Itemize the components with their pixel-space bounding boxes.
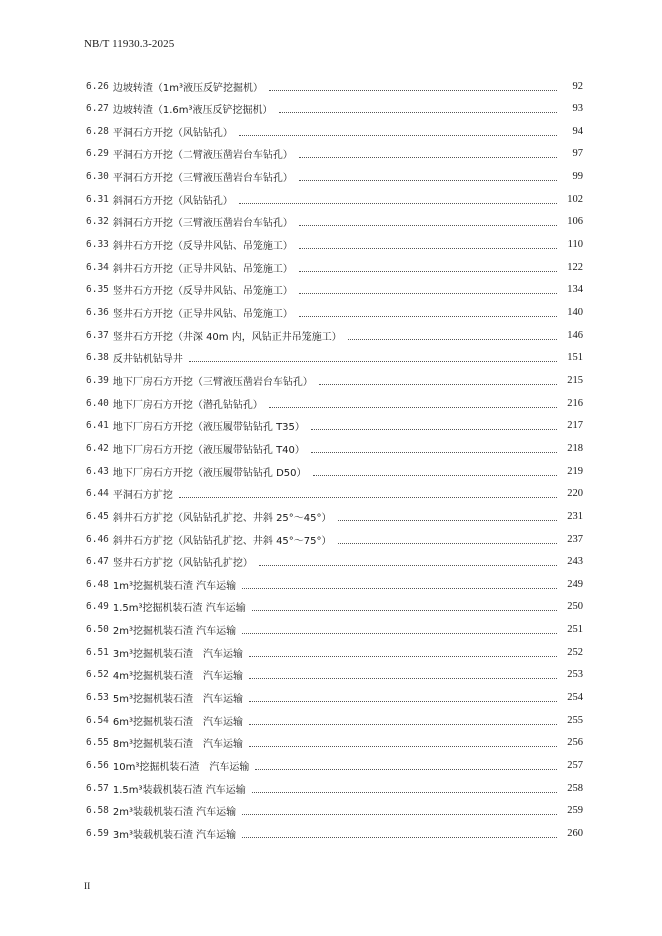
toc-entry-number: 6.28 (86, 125, 109, 137)
toc-entry-title: 斜井石方扩挖（风钻钻孔扩挖、井斜 25°～45°） (112, 512, 332, 524)
toc-entry[interactable] (86, 190, 583, 208)
toc-entry-number: 6.27 (86, 103, 109, 115)
toc-entry-number: 6.44 (86, 488, 109, 500)
toc-entry[interactable] (86, 689, 583, 707)
toc-entry-number: 6.52 (86, 669, 109, 681)
toc-entry-page: 110 (567, 239, 583, 251)
toc-dot-leader (249, 746, 557, 747)
toc-entry-number: 6.34 (86, 261, 109, 273)
toc-entry-title: 竖井石方开挖（反导井风钻、吊笼施工） (112, 286, 293, 298)
toc-entry-title: 8m³挖掘机装石渣 汽车运输 (112, 739, 244, 751)
toc-entry[interactable] (86, 168, 583, 186)
toc-entry-title: 地下厂房石方开挖（潜孔钻钻孔） (112, 399, 263, 411)
toc-entry[interactable] (86, 824, 583, 842)
toc-dot-leader (252, 792, 557, 793)
toc-entry-number: 6.42 (86, 442, 109, 454)
toc-entry-title: 平洞石方扩挖 (112, 490, 173, 502)
toc-entry-title: 6m³挖掘机装石渣 汽车运输 (112, 716, 244, 728)
toc-entry[interactable] (86, 417, 583, 435)
toc-entry-page: 218 (567, 442, 583, 454)
toc-entry-number: 6.58 (86, 805, 109, 817)
toc-entry-page: 94 (572, 125, 583, 137)
toc-entry-number: 6.38 (86, 352, 109, 364)
toc-entry-page: 250 (567, 601, 583, 613)
toc-entry-page: 215 (567, 374, 583, 386)
toc-entry-page: 259 (567, 805, 583, 817)
toc-entry[interactable] (86, 349, 583, 367)
toc-dot-leader (299, 316, 557, 317)
toc-entry[interactable] (86, 575, 583, 593)
toc-entry-number: 6.55 (86, 737, 109, 749)
toc-entry-page: 93 (572, 103, 583, 115)
toc-entry[interactable] (86, 236, 583, 254)
toc-entry[interactable] (86, 100, 583, 118)
toc-entry-title: 平洞石方开挖（二臂液压凿岩台车钻孔） (112, 150, 293, 162)
toc-dot-leader (179, 497, 557, 498)
toc-entry[interactable] (86, 507, 583, 525)
toc-entry[interactable] (86, 258, 583, 276)
toc-dot-leader (299, 248, 557, 249)
toc-entry[interactable] (86, 779, 583, 797)
toc-entry-number: 6.40 (86, 397, 109, 409)
toc-entry-number: 6.45 (86, 510, 109, 522)
toc-entry-page: 106 (567, 216, 583, 228)
toc-dot-leader (252, 610, 557, 611)
toc-entry-title: 地下厂房石方开挖（三臂液压凿岩台车钻孔） (112, 376, 313, 388)
toc-entry-number: 6.48 (86, 578, 109, 590)
toc-entry-page: 258 (567, 782, 583, 794)
toc-entry-page: 122 (567, 261, 583, 273)
toc-entry-title: 4m³挖掘机装石渣 汽车运输 (112, 671, 244, 683)
toc-entry[interactable] (86, 371, 583, 389)
toc-entry-title: 1.5m³挖掘机装石渣 汽车运输 (112, 603, 246, 615)
toc-entry-page: 237 (567, 533, 583, 545)
toc-entry-number: 6.37 (86, 329, 109, 341)
toc-entry[interactable] (86, 666, 583, 684)
toc-dot-leader (239, 135, 557, 136)
toc-entry-title: 10m³挖掘机装石渣 汽车运输 (112, 762, 250, 773)
toc-entry-page: 151 (567, 352, 583, 364)
toc-entry-title: 1m³挖掘机装石渣 汽车运输 (112, 580, 237, 592)
toc-dot-leader (239, 203, 557, 204)
toc-entry-number: 6.51 (86, 646, 109, 658)
toc-entry-page: 257 (567, 760, 583, 771)
toc-entry-page: 260 (567, 827, 583, 839)
toc-dot-leader (269, 90, 557, 91)
toc-entry-title: 平洞石方开挖（风钻钻孔） (112, 127, 233, 139)
toc-entry-title: 5m³挖掘机装石渣 汽车运输 (112, 694, 244, 706)
toc-dot-leader (311, 429, 557, 430)
toc-entry-number: 6.39 (86, 374, 109, 386)
toc-entry[interactable] (86, 213, 583, 231)
toc-dot-leader (313, 475, 558, 476)
toc-entry[interactable] (86, 621, 583, 639)
toc-entry-page: 251 (567, 624, 583, 636)
toc-dot-leader (319, 384, 557, 385)
toc-entry-number: 6.30 (86, 171, 109, 183)
toc-dot-leader (299, 271, 557, 272)
toc-entry[interactable] (86, 145, 583, 163)
toc-entry-number: 6.43 (86, 465, 109, 477)
toc-dot-leader (242, 588, 557, 589)
toc-entry-title: 竖井石方开挖（正导井风钻、吊笼施工） (112, 309, 293, 320)
toc-entry-page: 256 (567, 737, 583, 749)
toc-entry-title: 2m³装载机装石渣 汽车运输 (112, 807, 237, 819)
toc-entry-title: 斜井石方开挖（正导井风钻、吊笼施工） (112, 263, 293, 275)
toc-entry-page: 220 (567, 488, 583, 500)
toc-dot-leader (269, 407, 557, 408)
toc-dot-leader (299, 180, 557, 181)
toc-entry-page: 134 (567, 284, 583, 296)
toc-entry[interactable] (86, 598, 583, 616)
toc-entry-page: 97 (572, 148, 583, 160)
toc-dot-leader (338, 543, 557, 544)
toc-entry[interactable] (86, 757, 583, 775)
toc-entry-title: 2m³挖掘机装石渣 汽车运输 (112, 626, 237, 638)
toc-dot-leader (249, 656, 557, 657)
toc-dot-leader (299, 225, 557, 226)
toc-entry-number: 6.59 (86, 827, 109, 839)
toc-entry-number: 6.33 (86, 239, 109, 251)
toc-entry-title: 3m³装载机装石渣 汽车运输 (112, 829, 237, 841)
toc-dot-leader (255, 769, 557, 770)
toc-entry-page: 231 (567, 510, 583, 522)
toc-entry-title: 地下厂房石方开挖（液压履带钻钻孔 D50） (112, 467, 307, 479)
toc-entry-title: 斜洞石方开挖（三臂液压凿岩台车钻孔） (112, 218, 293, 230)
toc-entry[interactable] (86, 122, 583, 140)
toc-entry-page: 252 (567, 646, 583, 658)
toc-entry-number: 6.32 (86, 216, 109, 228)
toc-entry-title: 反井钻机钻导井 (112, 354, 183, 366)
toc-entry-title: 地下厂房石方开挖（液压履带钻钻孔 T35） (112, 422, 305, 434)
toc-entry-page: 253 (567, 669, 583, 681)
toc-dot-leader (242, 814, 557, 815)
toc-entry[interactable] (86, 734, 583, 752)
toc-dot-leader (249, 678, 557, 679)
toc-entry-number: 6.57 (86, 782, 109, 794)
toc-entry[interactable] (86, 711, 583, 729)
toc-entry-page: 146 (567, 329, 583, 341)
toc-entry-title: 地下厂房石方开挖（液压履带钻钻孔 T40） (112, 444, 305, 456)
toc-dot-leader (189, 361, 557, 362)
toc-entry-page: 217 (567, 420, 583, 432)
toc-entry-title: 竖井石方扩挖（风钻钻孔扩挖） (112, 558, 253, 570)
toc-entry-page: 140 (567, 307, 583, 318)
page-number: II (84, 882, 91, 892)
toc-entry[interactable] (86, 530, 583, 548)
toc-entry-page: 255 (567, 714, 583, 726)
toc-entry-page: 249 (567, 578, 583, 590)
toc-entry-title: 1.5m³装载机装石渣 汽车运输 (112, 784, 246, 796)
toc-entry-title: 3m³挖掘机装石渣 汽车运输 (112, 648, 244, 660)
toc-dot-leader (299, 157, 557, 158)
toc-entry-number: 6.26 (86, 80, 109, 92)
toc-entry[interactable] (86, 77, 583, 95)
toc-dot-leader (249, 724, 557, 725)
toc-entry-number: 6.49 (86, 601, 109, 613)
toc-entry-page: 243 (567, 556, 583, 568)
toc-entry[interactable] (86, 326, 583, 344)
toc-dot-leader (348, 339, 557, 340)
toc-entry[interactable] (86, 304, 583, 322)
toc-entry[interactable] (86, 394, 583, 412)
toc-entry-page: 254 (567, 692, 583, 704)
toc-entry-page: 99 (572, 171, 583, 183)
toc-entry-page: 102 (567, 193, 583, 205)
toc-entry-number: 6.54 (86, 714, 109, 726)
toc-dot-leader (242, 837, 557, 838)
toc-entry-title: 斜井石方扩挖（风钻钻孔扩挖、井斜 45°～75°） (112, 535, 332, 547)
toc-dot-leader (249, 701, 557, 702)
toc-entry-page: 219 (567, 465, 583, 477)
toc-entry-page: 216 (567, 397, 583, 409)
toc-entry[interactable] (86, 485, 583, 503)
toc-dot-leader (338, 520, 557, 521)
toc-entry[interactable] (86, 802, 583, 820)
toc-entry[interactable] (86, 439, 583, 457)
toc-dot-leader (242, 633, 557, 634)
toc-entry-number: 6.46 (86, 533, 109, 545)
toc-entry-number: 6.31 (86, 193, 109, 205)
toc-dot-leader (259, 565, 557, 566)
toc-entry-title: 边坡转渣（1.6m³液压反铲挖掘机） (112, 105, 273, 117)
toc-entry-title: 斜洞石方开挖（风钻钻孔） (112, 195, 233, 207)
toc-entry-title: 斜井石方开挖（反导井风钻、吊笼施工） (112, 241, 293, 253)
toc-entry-number: 6.36 (86, 307, 109, 318)
toc-entry-title: 平洞石方开挖（三臂液压凿岩台车钻孔） (112, 173, 293, 185)
toc-dot-leader (279, 112, 557, 113)
toc-entry-number: 6.50 (86, 624, 109, 636)
toc-entry[interactable] (86, 462, 583, 480)
toc-entry-title: 竖井石方开挖（井深 40m 内，风钻正井吊笼施工） (112, 331, 342, 343)
toc-entry-number: 6.47 (86, 556, 109, 568)
document-code: NB/T 11930.3-2025 (84, 38, 175, 50)
toc-entry[interactable] (86, 553, 583, 571)
toc-entry-page: 92 (572, 80, 583, 92)
toc-entry-number: 6.56 (86, 760, 109, 771)
toc-entry-number: 6.29 (86, 148, 109, 160)
toc-entry[interactable] (86, 281, 583, 299)
toc-entry-number: 6.41 (86, 420, 109, 432)
toc-dot-leader (299, 293, 557, 294)
toc-entry[interactable] (86, 643, 583, 661)
toc-entry-number: 6.35 (86, 284, 109, 296)
toc-dot-leader (311, 452, 557, 453)
toc-entry-title: 边坡转渣（1m³液压反铲挖掘机） (112, 82, 264, 94)
toc-entry-number: 6.53 (86, 692, 109, 704)
